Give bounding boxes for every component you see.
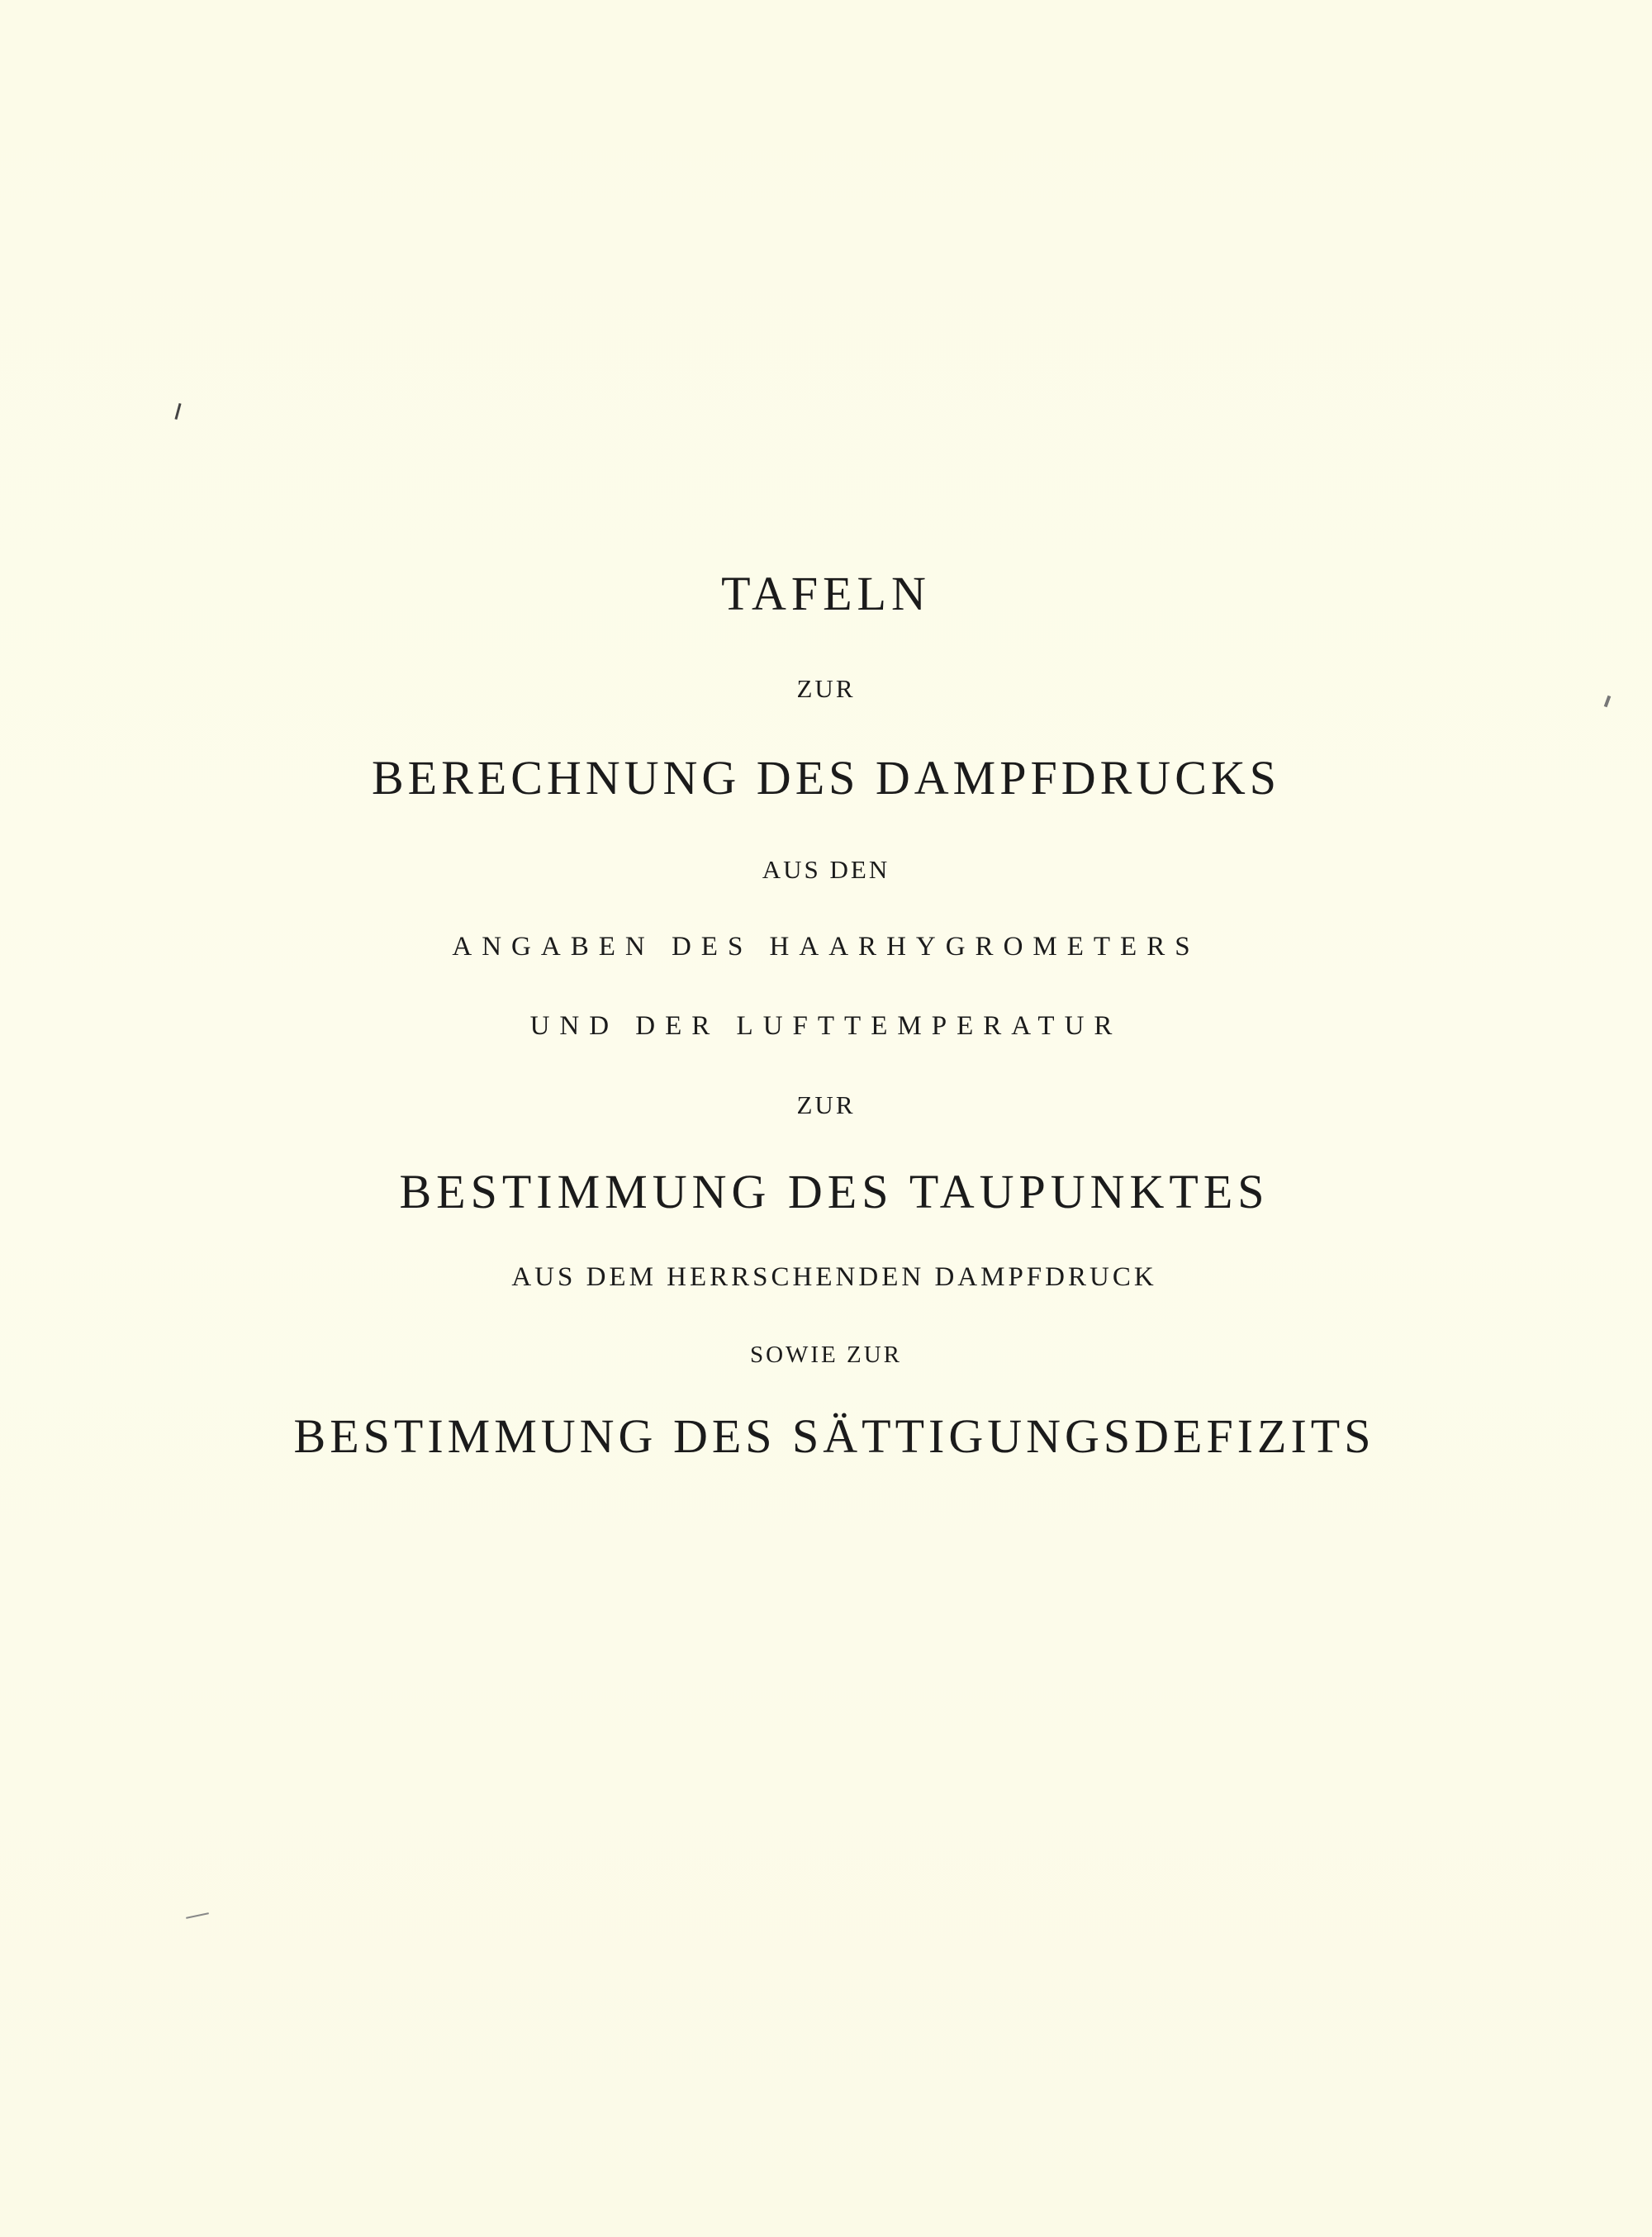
connector-text: ZUR xyxy=(796,674,856,703)
connector-text: AUS DEN xyxy=(762,855,890,884)
subtitle-line: ANGABEN DES HAARHYGROMETERS xyxy=(452,932,1200,962)
connector-text: ZUR xyxy=(796,1090,856,1119)
scan-mark xyxy=(174,403,181,420)
subtitle-heading: BESTIMMUNG DES SÄTTIGUNGSDEFIZITS xyxy=(293,1409,1375,1463)
subtitle-heading: BERECHNUNG DES DAMPFDRUCKS xyxy=(371,751,1281,805)
subtitle-line: AUS DEM HERRSCHENDEN DAMPFDRUCK xyxy=(511,1262,1157,1292)
subtitle-line: UND DER LUFTTEMPERATUR xyxy=(529,1011,1123,1041)
subtitle-heading: BESTIMMUNG DES TAUPUNKTES xyxy=(399,1165,1270,1218)
scan-mark xyxy=(186,1912,209,1919)
connector-text: SOWIE ZUR xyxy=(749,1342,903,1368)
title-heading: TAFELN xyxy=(721,567,931,620)
